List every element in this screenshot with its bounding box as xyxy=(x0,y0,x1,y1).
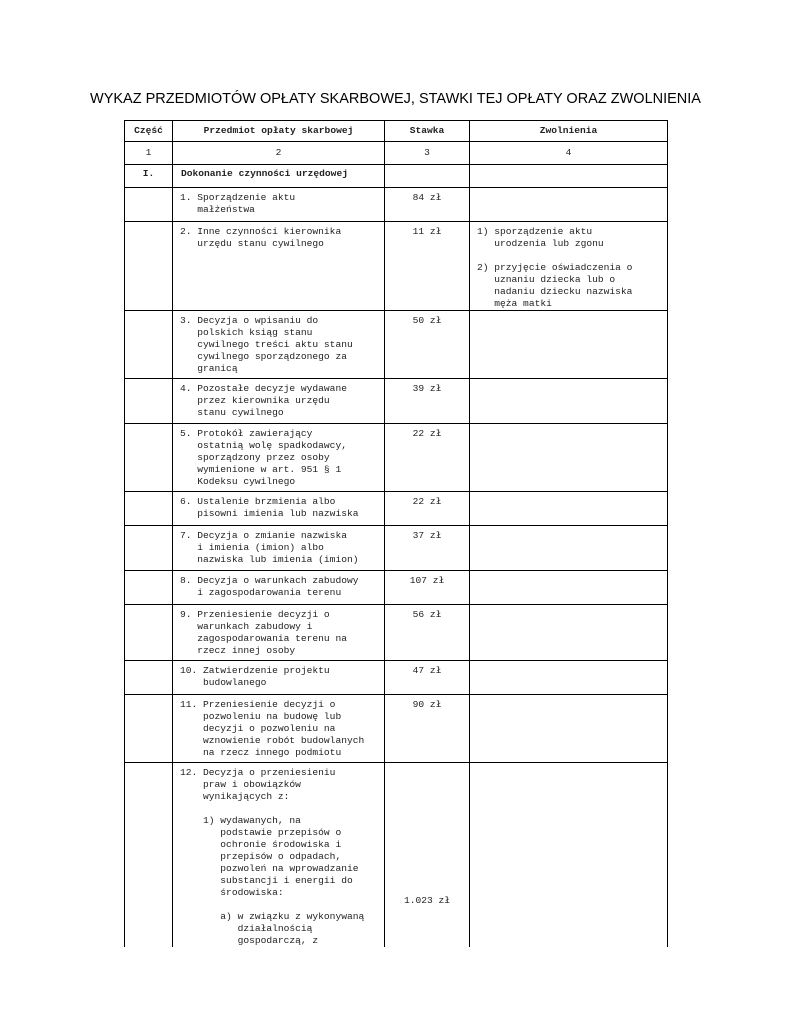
subject-line: nazwiska lub imienia (imion) xyxy=(180,554,359,565)
subject-line: 7. Decyzja o zmianie nazwiska xyxy=(180,530,347,541)
subject-cell xyxy=(173,571,385,605)
exemption-line: 1) sporządzenie aktu xyxy=(477,226,593,237)
subject-line: środowiska: xyxy=(180,887,284,898)
rate-cell: 37 zł xyxy=(385,526,470,571)
rate-cell: 22 zł xyxy=(385,424,470,492)
subject-line: 11. Przeniesienie decyzji o xyxy=(180,699,336,710)
subject-line: stanu cywilnego xyxy=(180,407,284,418)
part-cell xyxy=(125,526,173,571)
rate-cell: 11 zł xyxy=(385,222,470,311)
subject-line: 9. Przeniesienie decyzji o xyxy=(180,609,330,620)
column-number: 4 xyxy=(470,142,668,165)
empty-cell xyxy=(385,165,470,188)
header-part: Część xyxy=(125,121,173,142)
rate-cell: 39 zł xyxy=(385,379,470,424)
header-subject: Przedmiot opłaty skarbowej xyxy=(173,121,385,142)
part-cell xyxy=(125,424,173,492)
rate-cell: 47 zł xyxy=(385,661,470,695)
subject-line: warunkach zabudowy i xyxy=(180,621,313,632)
subject-line: ostatnią wolę spadkodawcy, xyxy=(180,440,347,451)
exemption-line: nadaniu dziecku nazwiska xyxy=(477,286,633,297)
section-label: Dokonanie czynności urzędowej xyxy=(173,165,385,188)
subject-line: 1. Sporządzenie aktu xyxy=(180,192,296,203)
exemptions-cell xyxy=(470,424,668,492)
table-row xyxy=(125,661,668,695)
subject-line: przepisów o odpadach, xyxy=(180,851,342,862)
exemptions-cell xyxy=(470,661,668,695)
spacer-line xyxy=(180,803,378,815)
part-cell xyxy=(125,379,173,424)
subject-line: wznowienie robót budowlanych xyxy=(180,735,365,746)
page-title: WYKAZ PRZEDMIOTÓW OPŁATY SKARBOWEJ, STAWKI TEJ OPŁATY ORAZ ZWOLNIENIA xyxy=(90,91,701,107)
exemptions-cell xyxy=(470,763,668,948)
part-cell xyxy=(125,492,173,526)
subject-line: 10. Zatwierdzenie projektu xyxy=(180,665,330,676)
subject-line: substancji i energii do xyxy=(180,875,353,886)
part-cell xyxy=(125,311,173,379)
subject-cell xyxy=(173,661,385,695)
section-part: I. xyxy=(125,165,173,188)
exemptions-cell xyxy=(470,571,668,605)
subject-cell xyxy=(173,222,385,311)
header-row xyxy=(125,121,668,142)
table-row xyxy=(125,188,668,222)
subject-line: budowlanego xyxy=(180,677,267,688)
subject-line: cywilnego treści aktu stanu xyxy=(180,339,353,350)
table-row xyxy=(125,222,668,311)
exemption-line: 2) przyjęcie oświadczenia o xyxy=(477,262,633,273)
table-row xyxy=(125,605,668,661)
part-cell xyxy=(125,188,173,222)
subject-line: a) w związku z wykonywaną xyxy=(180,911,365,922)
subject-line: i zagospodarowania terenu xyxy=(180,587,342,598)
subject-line: cywilnego sporządzonego za xyxy=(180,351,347,362)
exemptions-cell xyxy=(470,311,668,379)
exemption-line: uznaniu dziecka lub o xyxy=(477,274,616,285)
table-row xyxy=(125,311,668,379)
subject-line: 1) wydawanych, na xyxy=(180,815,301,826)
subject-line: rzecz innej osoby xyxy=(180,645,296,656)
rate-value: 1.023 zł xyxy=(403,895,451,906)
subject-cell xyxy=(173,311,385,379)
header-exemptions: Zwolnienia xyxy=(470,121,668,142)
subject-line: urzędu stanu cywilnego xyxy=(180,238,324,249)
column-number: 2 xyxy=(173,142,385,165)
subject-line: i imienia (imion) albo xyxy=(180,542,324,553)
subject-line: małżeństwa xyxy=(180,204,255,215)
subject-line: 12. Decyzja o przeniesieniu xyxy=(180,767,336,778)
rate-cell: 56 zł xyxy=(385,605,470,661)
table-row xyxy=(125,695,668,763)
exemption-line xyxy=(477,250,661,262)
subject-line: na rzecz innego podmiotu xyxy=(180,747,342,758)
subject-line: 4. Pozostałe decyzje wydawane xyxy=(180,383,347,394)
fee-table xyxy=(124,120,668,947)
part-cell xyxy=(125,571,173,605)
subject-line: 3. Decyzja o wpisaniu do xyxy=(180,315,319,326)
subject-line: zagospodarowania terenu na xyxy=(180,633,347,644)
rate-cell: 90 zł xyxy=(385,695,470,763)
exemption-line: męża matki xyxy=(477,298,552,309)
subject-line: 2. Inne czynności kierownika xyxy=(180,226,342,237)
subject-cell xyxy=(173,763,385,948)
rate-cell xyxy=(385,763,470,948)
table-row xyxy=(125,571,668,605)
subject-line: przez kierownika urzędu xyxy=(180,395,330,406)
subject-line: polskich ksiąg stanu xyxy=(180,327,313,338)
rate-cell: 50 zł xyxy=(385,311,470,379)
subject-line: Kodeksu cywilnego xyxy=(180,476,296,487)
subject-line: wymienione w art. 951 § 1 xyxy=(180,464,342,475)
column-number-row xyxy=(125,142,668,165)
table-row xyxy=(125,526,668,571)
subject-line: gospodarczą, z xyxy=(180,935,319,946)
table-row xyxy=(125,379,668,424)
table-row xyxy=(125,492,668,526)
spacer-line xyxy=(180,899,378,911)
rate-cell: 22 zł xyxy=(385,492,470,526)
subject-line: podstawie przepisów o xyxy=(180,827,342,838)
subject-line: 6. Ustalenie brzmienia albo xyxy=(180,496,336,507)
subject-line: decyzji o pozwoleniu na xyxy=(180,723,336,734)
exemption-line: urodzenia lub zgonu xyxy=(477,238,604,249)
subject-line: pozwoleń na wprowadzanie xyxy=(180,863,359,874)
subject-cell xyxy=(173,424,385,492)
part-cell xyxy=(125,661,173,695)
subject-cell xyxy=(173,188,385,222)
subject-line: sporządzony przez osoby xyxy=(180,452,330,463)
exemptions-cell xyxy=(470,188,668,222)
exemptions-cell xyxy=(470,605,668,661)
header-rate: Stawka xyxy=(385,121,470,142)
section-row xyxy=(125,165,668,188)
subject-line: działalnością xyxy=(180,923,313,934)
subject-line: wynikających z: xyxy=(180,791,290,802)
subject-line: pisowni imienia lub nazwiska xyxy=(180,508,359,519)
subject-line: granicą xyxy=(180,363,238,374)
subject-cell xyxy=(173,379,385,424)
subject-line: ochronie środowiska i xyxy=(180,839,342,850)
subject-line: 8. Decyzja o warunkach zabudowy xyxy=(180,575,359,586)
exemptions-cell xyxy=(470,379,668,424)
empty-cell xyxy=(470,165,668,188)
subject-cell xyxy=(173,605,385,661)
part-cell xyxy=(125,222,173,311)
column-number: 1 xyxy=(125,142,173,165)
subject-cell xyxy=(173,526,385,571)
part-cell xyxy=(125,695,173,763)
subject-cell xyxy=(173,695,385,763)
rate-cell: 107 zł xyxy=(385,571,470,605)
column-number: 3 xyxy=(385,142,470,165)
subject-line: 5. Protokół zawierający xyxy=(180,428,313,439)
subject-line: praw i obowiązków xyxy=(180,779,301,790)
subject-cell xyxy=(173,492,385,526)
subject-line: pozwoleniu na budowę lub xyxy=(180,711,342,722)
part-cell xyxy=(125,763,173,948)
exemptions-cell xyxy=(470,526,668,571)
rate-cell: 84 zł xyxy=(385,188,470,222)
table-row xyxy=(125,763,668,948)
exemptions-cell xyxy=(470,695,668,763)
exemptions-cell xyxy=(470,492,668,526)
table-row xyxy=(125,424,668,492)
exemptions-cell xyxy=(470,222,668,311)
part-cell xyxy=(125,605,173,661)
